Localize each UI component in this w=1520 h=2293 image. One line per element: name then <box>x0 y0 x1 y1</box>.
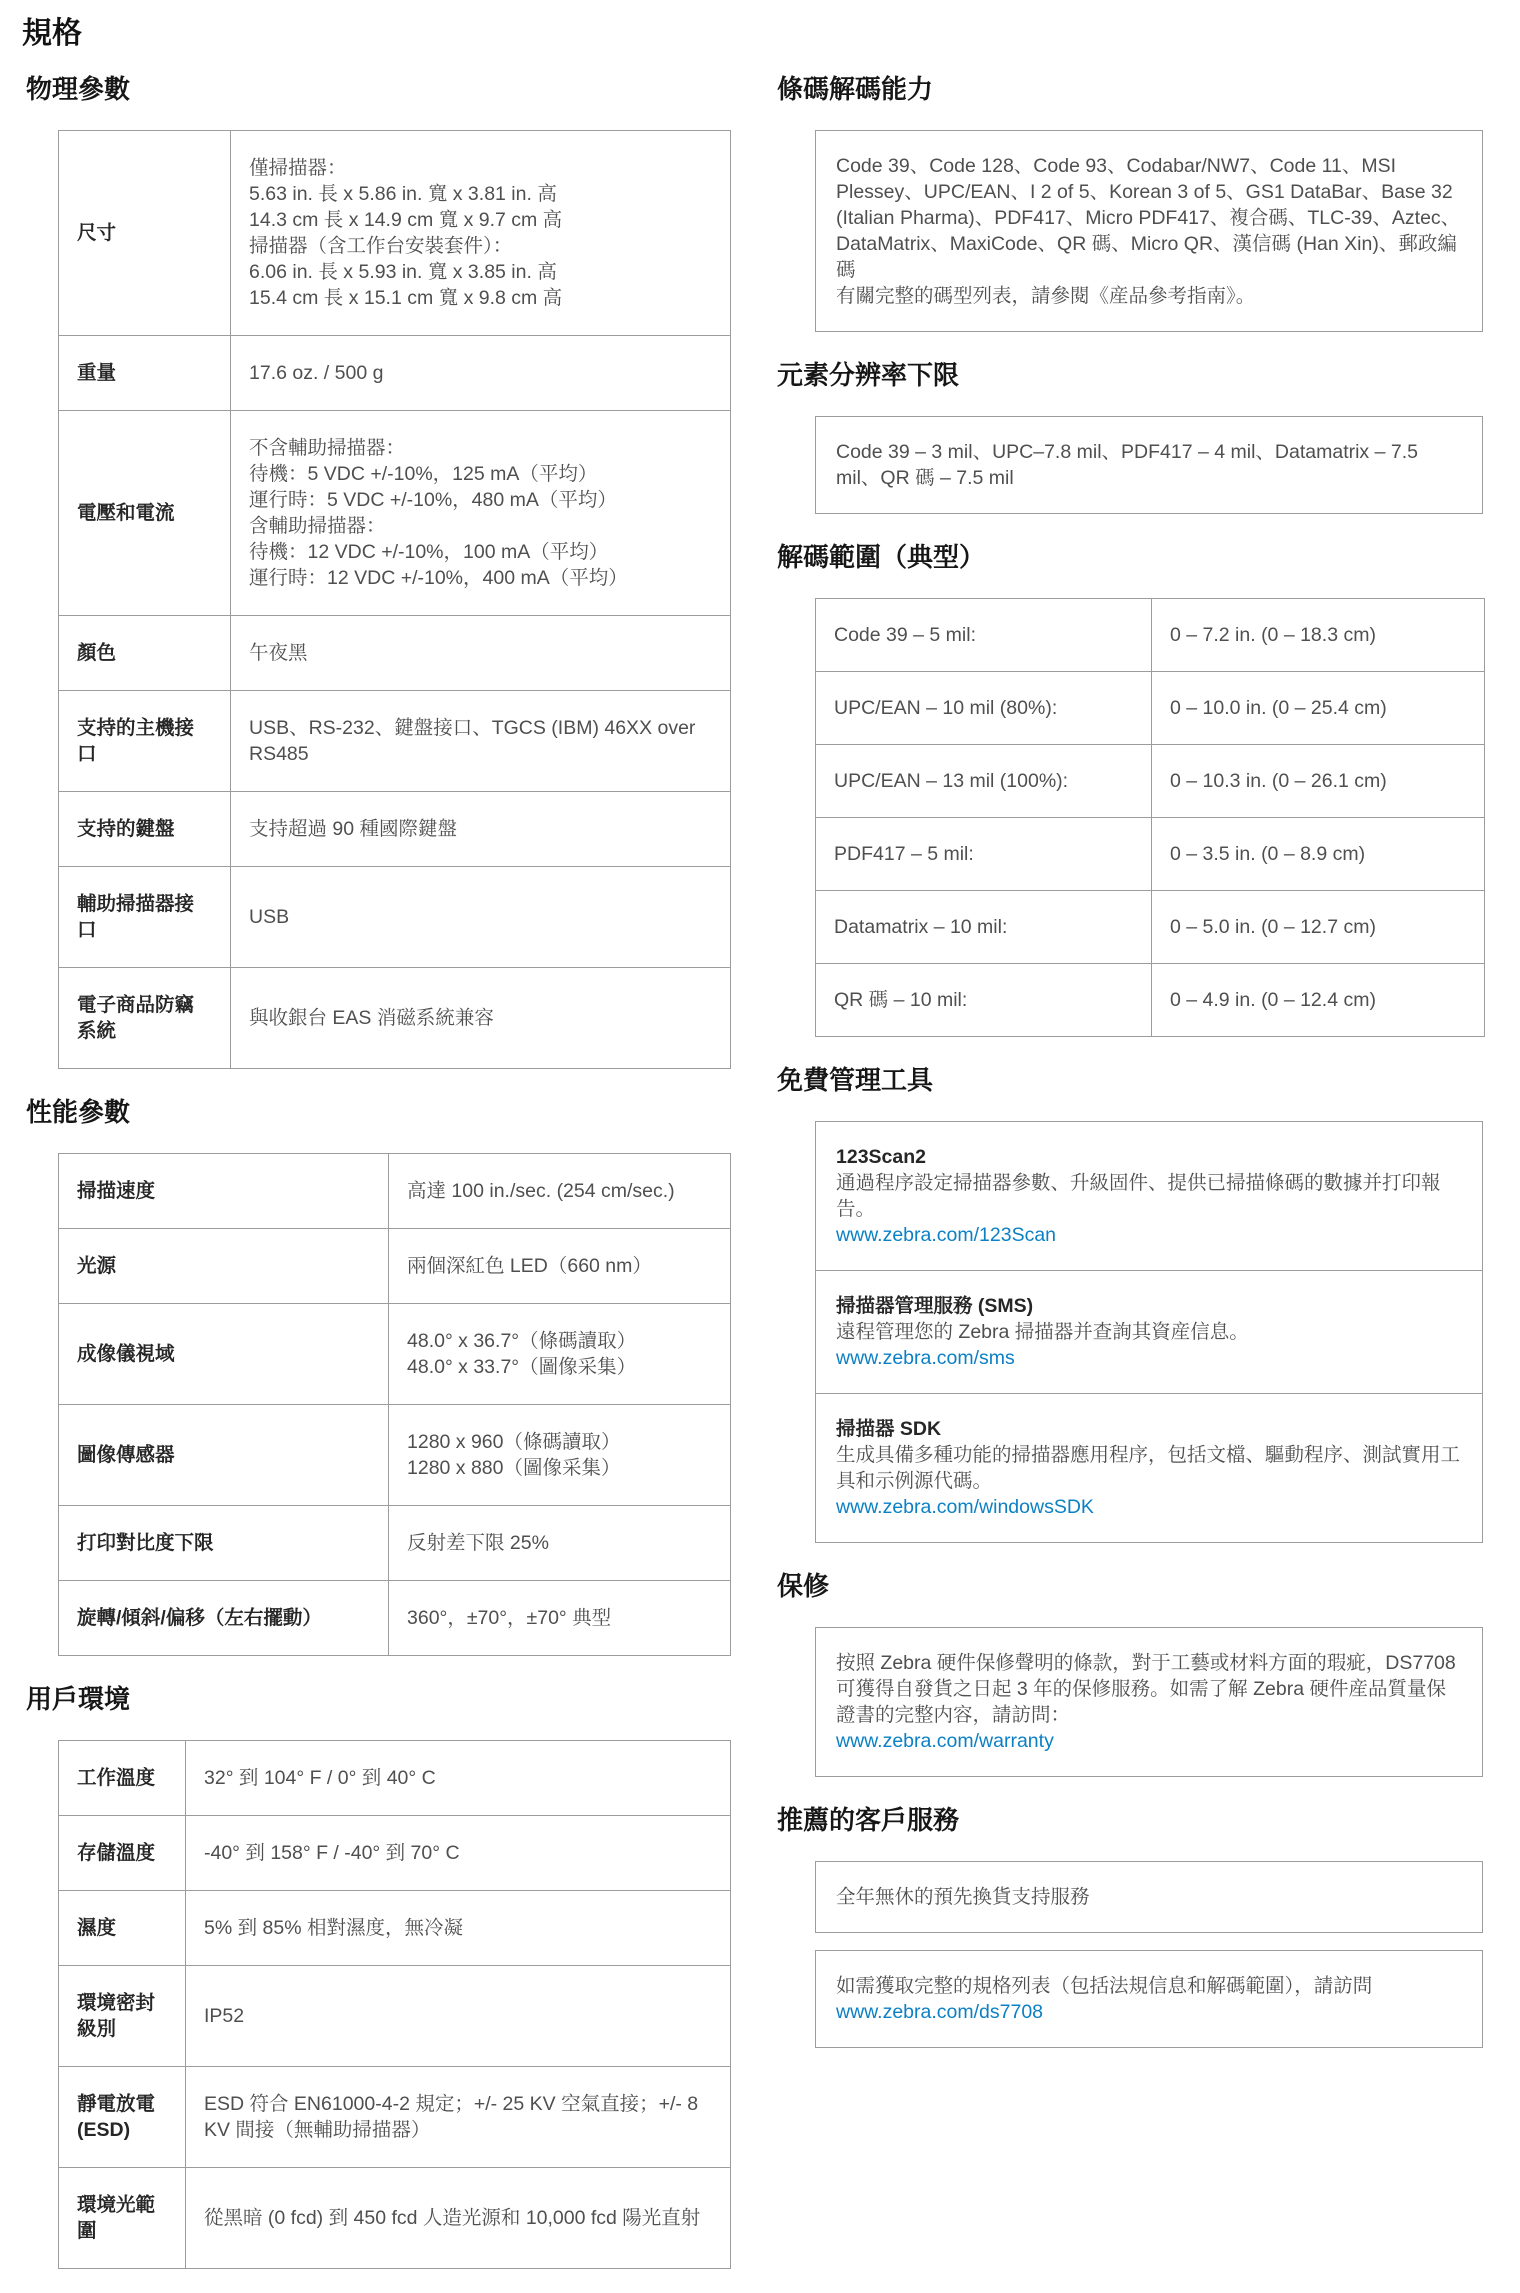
tool-item-123scan2 <box>816 1122 1482 1270</box>
service-text: 如需獲取完整的規格列表（包括法規信息和解碼範圍），請訪問 <box>836 1975 1373 1997</box>
left-column <box>22 66 731 2269</box>
warranty-link-row <box>836 1728 1462 1754</box>
spec-value <box>231 691 731 792</box>
spec-label: 工作溫度 <box>59 1741 186 1816</box>
table-row <box>59 1891 731 1966</box>
link-ds7708[interactable]: www.zebra.com/ds7708 <box>836 2001 1044 2023</box>
table-row <box>816 599 1485 672</box>
table-row <box>59 2168 731 2269</box>
value-line: ESD 符合 EN61000-4-2 規定；+/- 25 KV 空氣直接；+/- 8 KV 間接（無輔助掃描器） <box>204 2093 699 2141</box>
spec-label: 支持的主機接口 <box>59 691 231 792</box>
section-heading-decode-capability: 條碼解碼能力 <box>777 74 934 104</box>
value-line: 5.63 in. 長 x 5.86 in. 寬 x 3.81 in. 高 <box>249 183 557 205</box>
service-box-full-specs <box>815 1950 1483 2048</box>
spec-label: 掃描速度 <box>59 1154 389 1229</box>
spec-value <box>231 131 731 336</box>
value-line: 從黑暗 (0 fcd) 到 450 fcd 人造光源和 10,000 fcd 陽光直射 <box>204 2207 701 2229</box>
value-line: 兩個深紅色 LED（660 nm） <box>407 1255 652 1277</box>
spec-value <box>231 792 731 867</box>
table-row <box>59 1154 731 1229</box>
value-line: 運行時：12 VDC +/-10%，400 mA（平均） <box>249 567 628 589</box>
management-tools-box <box>815 1121 1483 1543</box>
spec-value <box>186 1891 731 1966</box>
decode-capability-text: Code 39、Code 128、Code 93、Codabar/NW7、Code 11、MSI Plessey、UPC/EAN、I 2 of 5、Korean 3 of 5、GS1 DataBar、Base 32 (Italian Pharma)、PDF417、Micro PDF417、複合碼、TLC-39、Aztec、DataMatrix、MaxiCode、QR 碼、Micro QR、漢信碼 (Han Xin)、郵政編碼 <box>836 155 1461 281</box>
tool-title: 掃描器管理服務 (SMS) <box>836 1295 1034 1317</box>
value-line: 午夜黑 <box>249 642 308 664</box>
table-row <box>59 336 731 411</box>
spec-value <box>389 1405 731 1506</box>
range-label: UPC/EAN – 10 mil (80%): <box>816 672 1152 745</box>
tool-item-sdk <box>816 1393 1482 1542</box>
value-line: 掃描器（含工作台安裝套件）： <box>249 235 513 257</box>
tool-title: 123Scan2 <box>836 1146 926 1168</box>
range-value: 0 – 5.0 in. (0 – 12.7 cm) <box>1152 891 1485 964</box>
spec-label: 輔助掃描器接口 <box>59 867 231 968</box>
value-line: 待機：5 VDC +/-10%，125 mA（平均） <box>249 463 598 485</box>
spec-label: 旋轉/傾斜/偏移（左右擺動） <box>59 1581 389 1656</box>
spec-value <box>186 1966 731 2067</box>
table-row <box>59 2067 731 2168</box>
section-heading-environment: 用戶環境 <box>26 1684 131 1714</box>
spec-label: 靜電放電 (ESD) <box>59 2067 186 2168</box>
spec-value <box>389 1581 731 1656</box>
value-line: 32° 到 104° F / 0° 到 40° C <box>204 1767 436 1789</box>
spec-label: 存儲溫度 <box>59 1816 186 1891</box>
section-heading-min-resolution: 元素分辨率下限 <box>777 360 960 390</box>
table-row <box>59 1816 731 1891</box>
range-label: PDF417 – 5 mil: <box>816 818 1152 891</box>
table-row <box>59 1741 731 1816</box>
spec-value <box>231 968 731 1069</box>
warranty-text: 按照 Zebra 硬件保修聲明的條款，對于工藝或材料方面的瑕疵，DS7708 可獲得自發貨之日起 3 年的保修服務。如需了解 Zebra 硬件産品質量保證書的完整内容，請訪問： <box>836 1652 1456 1726</box>
table-row <box>59 1229 731 1304</box>
value-line: 6.06 in. 長 x 5.93 in. 寬 x 3.85 in. 高 <box>249 261 557 283</box>
range-value: 0 – 10.0 in. (0 – 25.4 cm) <box>1152 672 1485 745</box>
spec-value <box>231 411 731 616</box>
spec-value <box>186 1816 731 1891</box>
value-line: 15.4 cm 長 x 15.1 cm 寬 x 9.8 cm 高 <box>249 287 563 309</box>
spec-label: 支持的鍵盤 <box>59 792 231 867</box>
value-line: 待機：12 VDC +/-10%，100 mA（平均） <box>249 541 609 563</box>
two-column-layout <box>22 66 1483 2269</box>
table-row <box>59 411 731 616</box>
spec-label: 顏色 <box>59 616 231 691</box>
link-warranty[interactable]: www.zebra.com/warranty <box>836 1730 1054 1752</box>
spec-value <box>389 1506 731 1581</box>
physical-specs-table <box>58 130 731 1069</box>
right-column <box>777 66 1483 2269</box>
value-line: 17.6 oz. / 500 g <box>249 362 384 384</box>
section-heading-tools: 免費管理工具 <box>777 1065 934 1095</box>
spec-value <box>389 1154 731 1229</box>
spec-label: 電壓和電流 <box>59 411 231 616</box>
value-line: 運行時：5 VDC +/-10%，480 mA（平均） <box>249 489 617 511</box>
performance-specs-table <box>58 1153 731 1656</box>
table-row <box>59 691 731 792</box>
table-row <box>816 964 1485 1037</box>
spec-label: 打印對比度下限 <box>59 1506 389 1581</box>
spec-label: 重量 <box>59 336 231 411</box>
environment-specs-table <box>58 1740 731 2269</box>
section-heading-services: 推薦的客戶服務 <box>777 1805 960 1835</box>
table-row <box>816 672 1485 745</box>
spec-value <box>186 2168 731 2269</box>
table-row <box>59 1966 731 2067</box>
tool-description: 遠程管理您的 Zebra 掃描器并查詢其資産信息。 <box>836 1321 1249 1343</box>
link-sms[interactable]: www.zebra.com/sms <box>836 1347 1015 1369</box>
value-line: 高達 100 in./sec. (254 cm/sec.) <box>407 1180 675 1202</box>
spec-value <box>389 1229 731 1304</box>
value-line: 反射差下限 25% <box>407 1532 549 1554</box>
table-row <box>816 891 1485 964</box>
value-line: 48.0° x 36.7°（條碼讀取） <box>407 1330 637 1352</box>
range-label: Datamatrix – 10 mil: <box>816 891 1152 964</box>
value-line: 1280 x 960（條碼讀取） <box>407 1431 621 1453</box>
value-line: 支持超過 90 種國際鍵盤 <box>249 818 458 840</box>
spec-label: 光源 <box>59 1229 389 1304</box>
table-row <box>59 131 731 336</box>
value-line: 14.3 cm 長 x 14.9 cm 寬 x 9.7 cm 高 <box>249 209 563 231</box>
spec-value <box>186 2067 731 2168</box>
value-line: IP52 <box>204 2005 245 2027</box>
service-text: 全年無休的預先換貨支持服務 <box>836 1886 1090 1908</box>
range-value: 0 – 4.9 in. (0 – 12.4 cm) <box>1152 964 1485 1037</box>
spec-label: 電子商品防竊系統 <box>59 968 231 1069</box>
value-line: -40° 到 158° F / -40° 到 70° C <box>204 1842 460 1864</box>
table-row <box>59 1506 731 1581</box>
spec-value <box>231 867 731 968</box>
value-line: 含輔助掃描器： <box>249 515 386 537</box>
min-resolution-box <box>815 416 1483 514</box>
spec-value <box>186 1741 731 1816</box>
range-label: UPC/EAN – 13 mil (100%): <box>816 745 1152 818</box>
section-heading-performance: 性能參數 <box>26 1097 131 1127</box>
value-line: 48.0° x 33.7°（圖像采集） <box>407 1356 637 1378</box>
range-label: Code 39 – 5 mil: <box>816 599 1152 672</box>
tool-item-sms <box>816 1270 1482 1393</box>
link-windows-sdk[interactable]: www.zebra.com/windowsSDK <box>836 1496 1094 1518</box>
range-value: 0 – 10.3 in. (0 – 26.1 cm) <box>1152 745 1485 818</box>
section-heading-physical: 物理參數 <box>26 74 131 104</box>
tool-title: 掃描器 SDK <box>836 1418 942 1440</box>
table-row <box>816 745 1485 818</box>
spec-label: 濕度 <box>59 1891 186 1966</box>
decode-capability-box <box>815 130 1483 332</box>
tool-description: 生成具備多種功能的掃描器應用程序，包括文檔、驅動程序、測試實用工具和示例源代碼。 <box>836 1444 1461 1492</box>
spec-label: 成像儀視域 <box>59 1304 389 1405</box>
service-link-row <box>836 1999 1462 2025</box>
value-line: USB <box>249 906 290 928</box>
table-row <box>59 616 731 691</box>
tool-description: 通過程序設定掃描器參數、升級固件、提供已掃描條碼的數據并打印報告。 <box>836 1172 1441 1220</box>
spec-label: 尺寸 <box>59 131 231 336</box>
range-value: 0 – 7.2 in. (0 – 18.3 cm) <box>1152 599 1485 672</box>
value-line: USB、RS-232、鍵盤接口、TGCS (IBM) 46XX over RS485 <box>249 717 696 765</box>
table-row <box>816 818 1485 891</box>
table-row <box>59 1581 731 1656</box>
min-resolution-text: Code 39 – 3 mil、UPC–7.8 mil、PDF417 – 4 mil、Datamatrix – 7.5 mil、QR 碼 – 7.5 mil <box>836 441 1418 489</box>
value-line: 不含輔助掃描器： <box>249 437 406 459</box>
value-line: 僅掃描器： <box>249 157 347 179</box>
table-row <box>59 1405 731 1506</box>
table-row <box>59 1304 731 1405</box>
spec-value <box>231 616 731 691</box>
page-title: 規格 <box>22 17 82 50</box>
spec-label: 圖像傳感器 <box>59 1405 389 1506</box>
value-line: 360°，±70°，±70° 典型 <box>407 1607 612 1629</box>
spec-label: 環境光範圍 <box>59 2168 186 2269</box>
warranty-box <box>815 1627 1483 1777</box>
decode-range-table <box>815 598 1485 1037</box>
range-value: 0 – 3.5 in. (0 – 8.9 cm) <box>1152 818 1485 891</box>
spec-label: 環境密封級別 <box>59 1966 186 2067</box>
link-123scan[interactable]: www.zebra.com/123Scan <box>836 1224 1057 1246</box>
decode-capability-note: 有關完整的碼型列表，請參閱《産品參考指南》。 <box>836 285 1256 307</box>
spec-value <box>389 1304 731 1405</box>
range-label: QR 碼 – 10 mil: <box>816 964 1152 1037</box>
table-row <box>59 968 731 1069</box>
value-line: 與收銀台 EAS 消磁系統兼容 <box>249 1007 494 1029</box>
table-row <box>59 792 731 867</box>
spec-value <box>231 336 731 411</box>
section-heading-decode-range: 解碼範圍（典型） <box>777 542 986 572</box>
service-box-advance-exchange <box>815 1861 1483 1933</box>
value-line: 1280 x 880（圖像采集） <box>407 1457 621 1479</box>
value-line: 5% 到 85% 相對濕度，無冷凝 <box>204 1917 463 1939</box>
section-heading-warranty: 保修 <box>777 1571 830 1601</box>
table-row <box>59 867 731 968</box>
